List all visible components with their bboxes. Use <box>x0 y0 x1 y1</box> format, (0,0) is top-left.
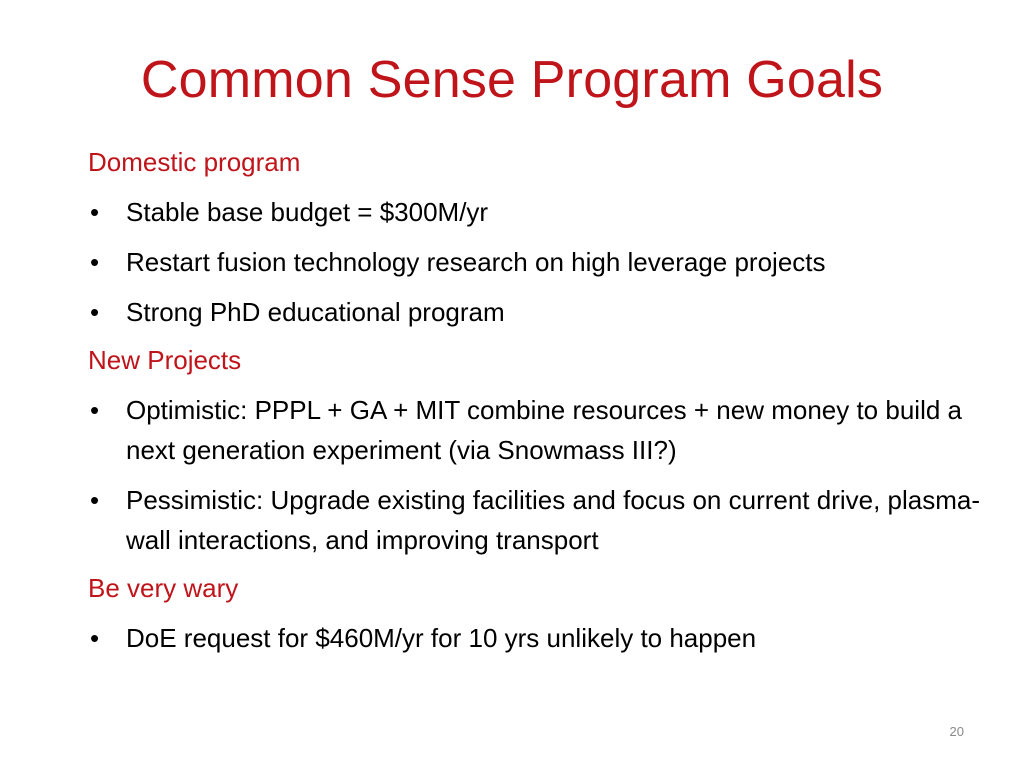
list-item <box>88 618 988 658</box>
item-text: Pessimistic: Upgrade existing facilities and focus on current drive, plasma-wall interactions, and improving transport <box>126 485 981 555</box>
list-item <box>88 292 988 332</box>
wary-list <box>88 618 988 658</box>
bullet-icon: • <box>90 395 100 425</box>
page-number: 20 <box>949 724 964 739</box>
section-heading-domestic: Domestic program <box>88 147 301 177</box>
domestic-list <box>88 192 988 332</box>
item-text: Restart fusion technology research on high leverage projects <box>126 247 826 277</box>
bullet-icon: • <box>90 197 100 227</box>
list-item <box>88 480 988 560</box>
list-item <box>88 242 988 282</box>
item-text: Optimistic: PPPL + GA + MIT combine resources + new money to build a next generation experiment (via Snowmass III?) <box>126 395 962 465</box>
bullet-icon: • <box>90 485 100 515</box>
item-text: Strong PhD educational program <box>126 297 505 327</box>
bullet-icon: • <box>90 297 100 327</box>
item-text: DoE request for $460M/yr for 10 yrs unlikely to happen <box>126 623 757 653</box>
list-item <box>88 390 988 470</box>
slide-title: Common Sense Program Goals <box>140 51 884 109</box>
section-heading-new-projects: New Projects <box>88 345 242 375</box>
slide-body <box>88 144 988 668</box>
section-heading-be-very-wary: Be very wary <box>88 573 239 603</box>
bullet-icon: • <box>90 623 100 653</box>
list-item <box>88 192 988 232</box>
bullet-icon: • <box>90 247 100 277</box>
item-text: Stable base budget = $300M/yr <box>126 197 489 227</box>
new-projects-list <box>88 390 988 560</box>
